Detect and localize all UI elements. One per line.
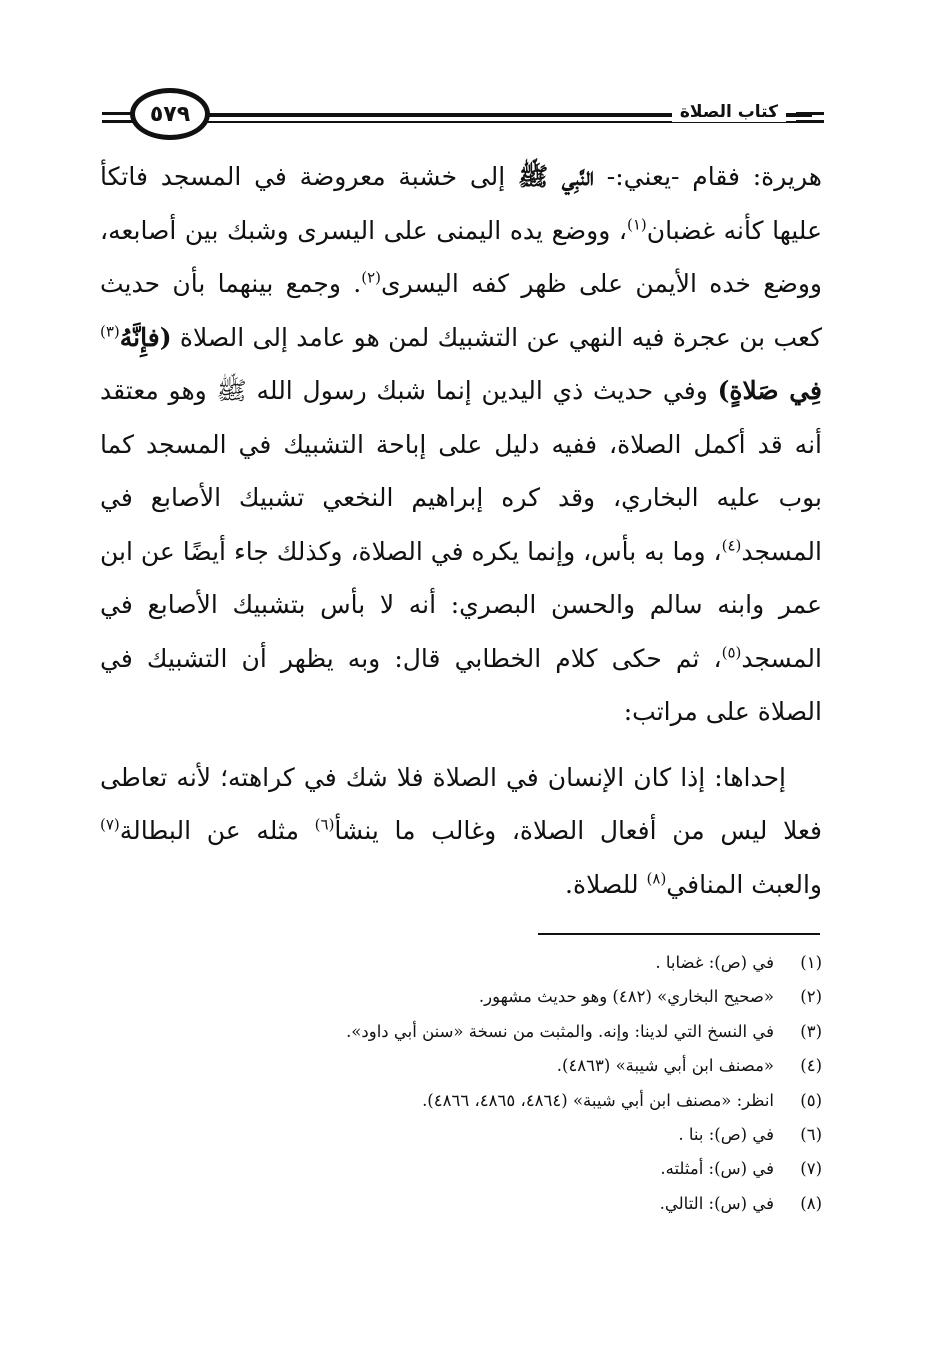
footnote-item [100,1015,822,1049]
text-run: وفي حديث ذي اليدين إنما شبك رسول الله ﷺ وهو معتقد أنه قد أكمل الصلاة، ففيه دليل على إباحة التشبيك في المسجد كما بوب عليه البخاري، وقد كره إبراهيم النخعي تشبيك الأصابع في المسجد [100,376,822,566]
footnote-ref-4: (٤) [721,536,742,555]
text-run: ، ثم حكى كلام الخطابي قال: وبه يظهر أن التشبيك في الصلاة على مراتب: [100,643,822,726]
footnote-number: (١) [800,953,822,972]
text-run-emphasis: النَّبِي ﷺ [518,162,594,191]
footnotes [100,946,822,1221]
footnote-number: (٤) [800,1056,822,1076]
text-run: إلى خشبة معروضة في المسجد فاتكأ عليها كأنه غضبان [100,162,822,245]
page-number [130,88,210,140]
paragraph-1 [100,150,822,739]
footnote-item [100,946,822,980]
text-run: هريرة: فقام -يعني:- [594,162,822,191]
page-number-text: ٥٧٩ [149,101,191,127]
footnote-item [100,1084,822,1118]
text-run: مثله عن البطالة [119,816,315,845]
footnote-ref-5: (٥) [721,643,742,662]
footnote-ref-8: (٨) [646,869,667,888]
footnote-divider [538,933,820,935]
footnote-number: (٣) [800,1021,822,1041]
footnote-item [100,1049,822,1083]
footnote-ref-1: (١) [626,215,647,234]
footnote-ref-7: (٧) [100,815,120,834]
paragraph-2 [100,751,822,912]
footnote-text: في النسخ التي لدينا: وإنه. والمثبت من نسخة «سنن أبي داود». [346,1021,774,1041]
page-header [96,82,822,152]
footnote-text: «صحيح البخاري» (٤٨٢) وهو حديث مشهور. [478,987,774,1007]
running-title: كتاب الصلاة [672,102,786,122]
text-run: والعبث المنافي [666,869,822,899]
footnote-item [100,1118,822,1152]
footnote-item [100,1152,822,1186]
footnote-number: (٧) [800,1159,822,1179]
footnote-number: (٨) [800,1193,822,1213]
text-run: ، ووضع يده اليمنى على اليسرى وشبك بين أصابعه، ووضع خده الأيمن على ظهر كفه اليسرى [100,215,822,298]
text-run: للصلاة. [565,869,647,899]
main-text [100,150,822,911]
header-rule-right-upper [796,112,824,115]
footnote-text: في (س): التالي. [659,1193,774,1213]
footnote-item [100,980,822,1014]
footnote-text: في (س): أمثلته. [660,1159,774,1179]
footnote-text: «مصنف ابن أبي شيبة» (٤٨٦٣). [556,1056,774,1076]
footnote-number: (٦) [800,1125,822,1145]
quran-quote: (فإِنَّهُ [119,322,172,352]
footnote-number: (٢) [800,987,822,1007]
footnote-text: في (ص): غضابا . [655,953,774,972]
footnote-number: (٥) [800,1090,822,1110]
footnote-ref-3: (٣) [100,322,120,341]
footnote-text: في (ص): بنا . [678,1125,774,1145]
quran-quote: فِي صَلاةٍ) [717,376,822,405]
text-run: ، وما به بأس، وإنما يكره في الصلاة، وكذلك جاء أيضًا عن ابن عمر وابنه سالم والحسن البصري: أنه لا بأس بتشبيك الأصابع في المسجد [100,536,822,673]
text-run: إحداها: إذا كان الإنسان في الصلاة فلا شك في كراهته؛ لأنه تعاطى فعلا ليس من أفعال الصلاة، وغالب ما ينشأ [100,762,822,845]
footnote-ref-2: (٢) [361,268,382,287]
text-run: . وجمع بينهما بأن حديث كعب بن عجرة فيه النهي عن التشبيك لمن هو عامد إلى الصلاة [100,269,822,352]
footnote-item [100,1187,822,1221]
footnote-text: انظر: «مصنف ابن أبي شيبة» (٤٨٦٤، ٤٨٦٥، ٤٨٦٦). [422,1090,774,1110]
footnote-ref-6: (٦) [314,815,335,834]
header-rule-right-lower [796,120,824,123]
